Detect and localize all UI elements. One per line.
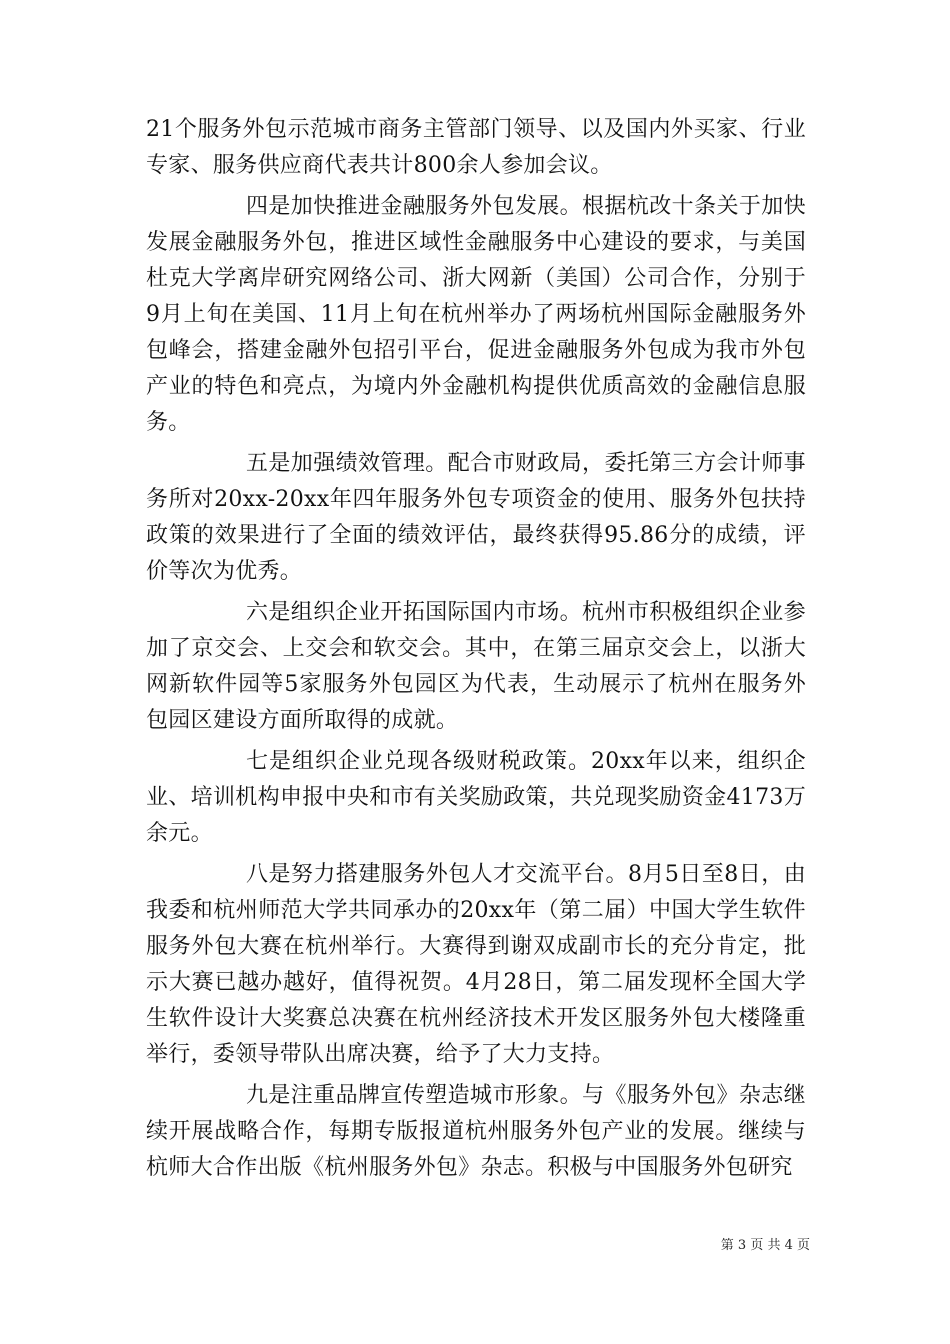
- paragraph-3: 五是加强绩效管理。配合市财政局，委托第三方会计师事务所对20xx-20xx年四年服务外包专项资金的使用、服务外包扶持政策的效果进行了全面的绩效评估，最终获得95.86分的成绩，评价等次为优秀。: [146, 451, 806, 584]
- paragraph-4: 六是组织企业开拓国际国内市场。杭州市积极组织企业参加了京交会、上交会和软交会。其中，在第三届京交会上，以浙大网新软件园等5家服务外包园区为代表，生动展示了杭州在服务外包园区建设方面所取得的成就。: [146, 600, 806, 733]
- paragraph-2: 四是加快推进金融服务外包发展。根据杭改十条关于加快发展金融服务外包，推进区域性金融服务中心建设的要求，与美国杜克大学离岸研究网络公司、浙大网新（美国）公司合作，分别于9月上旬在美国、11月上旬在杭州举办了两场杭州国际金融服务外包峰会，搭建金融外包招引平台，促进金融服务外包成为我市外包产业的特色和亮点，为境内外金融机构提供优质高效的金融信息服务。: [146, 194, 806, 435]
- document-body: [146, 112, 806, 1191]
- paragraph-6: 八是努力搭建服务外包人才交流平台。8月5日至8日，由我委和杭州师范大学共同承办的20xx年（第二届）中国大学生软件服务外包大赛在杭州举行。大赛得到谢双成副市长的充分肯定，批示大赛已越办越好，值得祝贺。4月28日，第二届发现杯全国大学生软件设计大奖赛总决赛在杭州经济技术开发区服务外包大楼隆重举行，委领导带队出席决赛，给予了大力支持。: [146, 862, 806, 1067]
- paragraph-5: 七是组织企业兑现各级财税政策。20xx年以来，组织企业、培训机构申报中央和市有关奖励政策，共兑现奖励资金4173万余元。: [146, 749, 806, 846]
- paragraph-7: 九是注重品牌宣传塑造城市形象。与《服务外包》杂志继续开展战略合作，每期专版报道杭州服务外包产业的发展。继续与杭师大合作出版《杭州服务外包》杂志。积极与中国服务外包研究: [146, 1083, 806, 1180]
- paragraph-1: 21个服务外包示范城市商务主管部门领导、以及国内外买家、行业专家、服务供应商代表共计800余人参加会议。: [146, 117, 806, 178]
- page-number-footer: 第 3 页 共 4 页: [720, 1238, 810, 1253]
